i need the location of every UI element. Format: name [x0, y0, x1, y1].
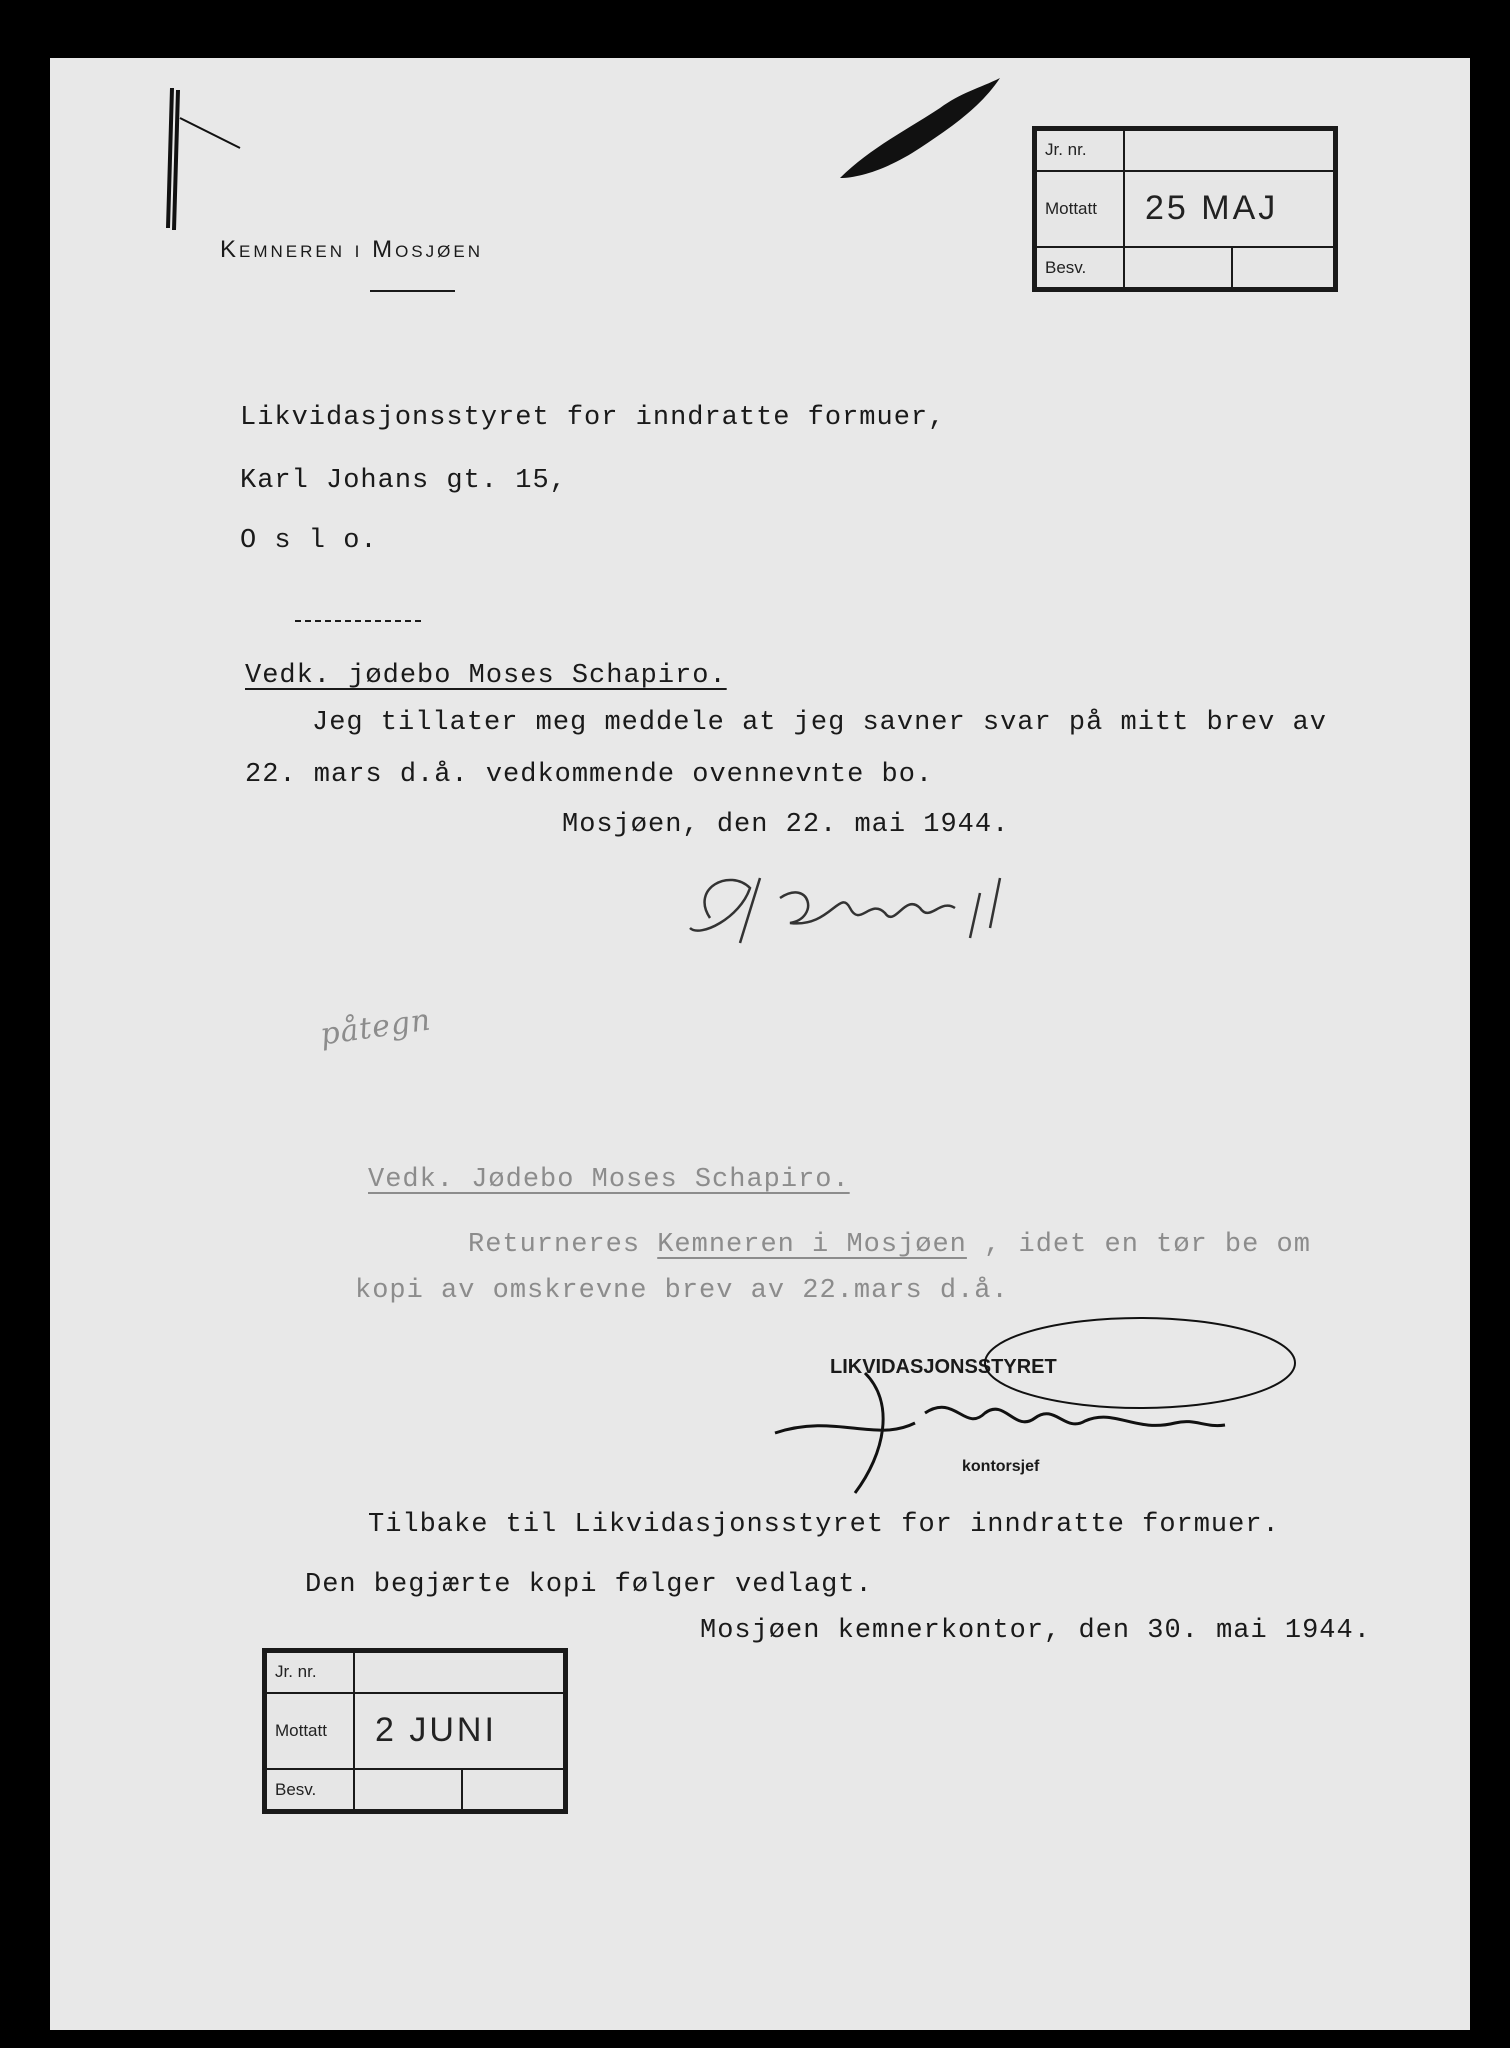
stamp-label-besv: Besv. — [1036, 247, 1124, 288]
addressee-line-2: Karl Johans gt. 15, — [240, 466, 567, 496]
stamp-label-jrnr: Jr. nr. — [1036, 130, 1124, 171]
letter-subject: Vedk. jødebo Moses Schapiro. — [245, 661, 727, 691]
document-page — [50, 58, 1470, 2030]
stamp-label-besv: Besv. — [266, 1769, 354, 1810]
reply-stamp-role: kontorsjef — [962, 1458, 1040, 1475]
stamp-label-mottatt: Mottatt — [266, 1693, 354, 1769]
letter-body-line-1: Jeg tillater meg meddele at jeg savner svar på mitt brev av — [312, 708, 1327, 738]
ink-blot-icon — [830, 68, 1010, 188]
reply-subject: Vedk. Jødebo Moses Schapiro. — [368, 1165, 850, 1195]
addressee-line-3: O s l o. — [240, 526, 378, 556]
return-line-1: Tilbake til Likvidasjonsstyret for inndratte formuer. — [368, 1510, 1280, 1540]
letter-date: Mosjøen, den 22. mai 1944. — [562, 810, 1010, 840]
reply-line-2: kopi av omskrevne brev av 22.mars d.å. — [355, 1276, 1009, 1306]
return-line-2: Den begjærte kopi følger vedlagt. — [305, 1570, 873, 1600]
reply-stamp-name: LIKVIDASJONSSTYRET — [830, 1356, 1057, 1378]
stamp-label-jrnr: Jr. nr. — [266, 1652, 354, 1693]
reply-line-1-prefix: Returneres — [468, 1230, 641, 1260]
addressee-underline — [295, 620, 421, 622]
reply-line-1-suffix: , idet en tør be om — [984, 1230, 1311, 1260]
letterhead-title: Kemneren i Mosjøen — [220, 236, 483, 263]
stamp-received-date: 25 MAJ — [1124, 171, 1334, 247]
letterhead-underline — [370, 290, 455, 292]
stamp-label-mottatt: Mottatt — [1036, 171, 1124, 247]
ink-mark-icon — [110, 78, 260, 248]
handwritten-note: påtegn — [318, 1002, 434, 1053]
letter-body-line-2: 22. mars d.å. vedkommende ovennevnte bo. — [245, 760, 934, 790]
received-stamp-bottom — [262, 1648, 568, 1814]
signature-2 — [755, 1313, 1335, 1513]
reply-line-1-name: Kemneren i Mosjøen — [657, 1230, 967, 1260]
stamp-received-date: 2 JUNI — [354, 1693, 564, 1769]
reply-line-1 — [468, 1230, 1311, 1260]
signature-1 — [670, 848, 1090, 958]
addressee-line-1: Likvidasjonsstyret for inndratte formuer, — [240, 403, 946, 433]
received-stamp-top — [1032, 126, 1338, 292]
return-date: Mosjøen kemnerkontor, den 30. mai 1944. — [700, 1616, 1371, 1646]
